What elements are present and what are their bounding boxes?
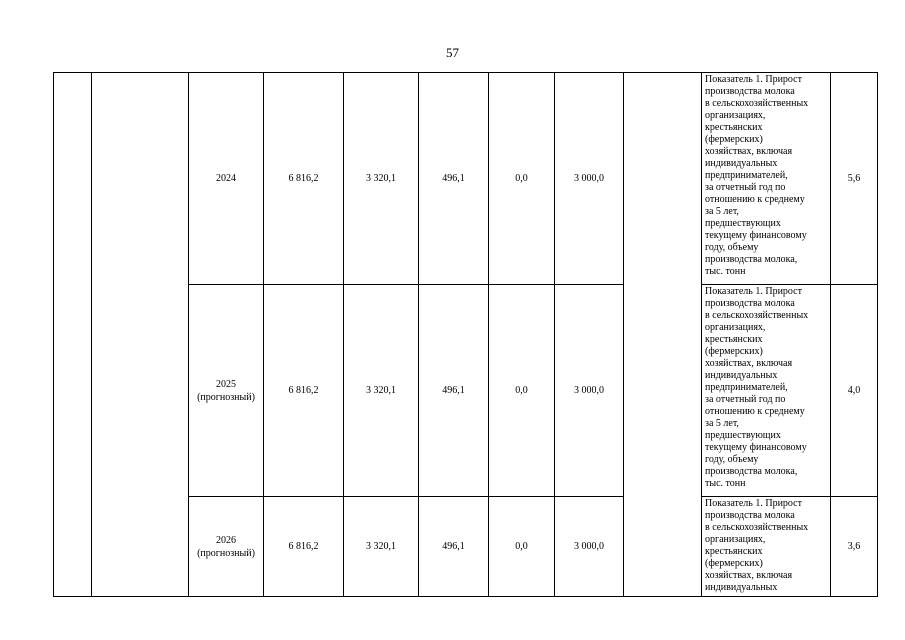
year-label: 2025 — [216, 378, 236, 390]
indicator-text: Показатель 1. Прирост производства молока в сельскохозяйственных организациях, крестьянских (фермерских) хозяйствах, включая индивидуальных предпринимателей, за отчетный год по отношению к среднему за 5 лет, предшествующих текущему финансовому году, объему производства молока, тыс. тонн — [705, 286, 809, 489]
municipal-budget-cell: 0,0 — [489, 73, 555, 285]
extrabudgetary-cell: 3 000,0 — [555, 73, 624, 285]
indicator-cell — [702, 73, 831, 285]
indicator-cell — [702, 285, 831, 497]
year-cell — [189, 73, 264, 285]
empty-cell-a — [54, 73, 92, 597]
year-note: (прогнозный) — [197, 391, 255, 403]
total-cell: 6 816,2 — [264, 497, 344, 597]
empty-cell-c — [624, 73, 702, 597]
extrabudgetary-cell: 3 000,0 — [555, 285, 624, 497]
federal-budget-cell: 3 320,1 — [344, 497, 419, 597]
indicator-value-cell: 4,0 — [831, 285, 878, 497]
budget-table — [53, 72, 878, 597]
municipal-budget-cell: 0,0 — [489, 497, 555, 597]
year-label: 2026 — [216, 534, 236, 546]
total-cell: 6 816,2 — [264, 73, 344, 285]
regional-budget-cell: 496,1 — [419, 73, 489, 285]
empty-cell-b — [92, 73, 189, 597]
table-row — [54, 73, 878, 285]
federal-budget-cell: 3 320,1 — [344, 285, 419, 497]
total-cell: 6 816,2 — [264, 285, 344, 497]
page-number: 57 — [446, 45, 459, 60]
federal-budget-cell: 3 320,1 — [344, 73, 419, 285]
extrabudgetary-cell: 3 000,0 — [555, 497, 624, 597]
municipal-budget-cell: 0,0 — [489, 285, 555, 497]
indicator-text: Показатель 1. Прирост производства молока в сельскохозяйственных организациях, крестьянских (фермерских) хозяйствах, включая индивидуальных предпринимателей, за отчетный год по отношению к среднему за 5 лет, предшествующих текущему финансовому году, объему производства молока, тыс. тонн — [705, 74, 809, 277]
indicator-text: Показатель 1. Прирост производства молока в сельскохозяйственных организациях, крестьянских (фермерских) хозяйствах, включая индивидуальных — [705, 498, 809, 593]
indicator-value-cell: 5,6 — [831, 73, 878, 285]
indicator-cell — [702, 497, 831, 597]
year-label: 2024 — [216, 173, 236, 184]
regional-budget-cell: 496,1 — [419, 497, 489, 597]
year-cell — [189, 285, 264, 497]
year-cell — [189, 497, 264, 597]
year-note: (прогнозный) — [197, 547, 255, 559]
indicator-value-cell: 3,6 — [831, 497, 878, 597]
regional-budget-cell: 496,1 — [419, 285, 489, 497]
